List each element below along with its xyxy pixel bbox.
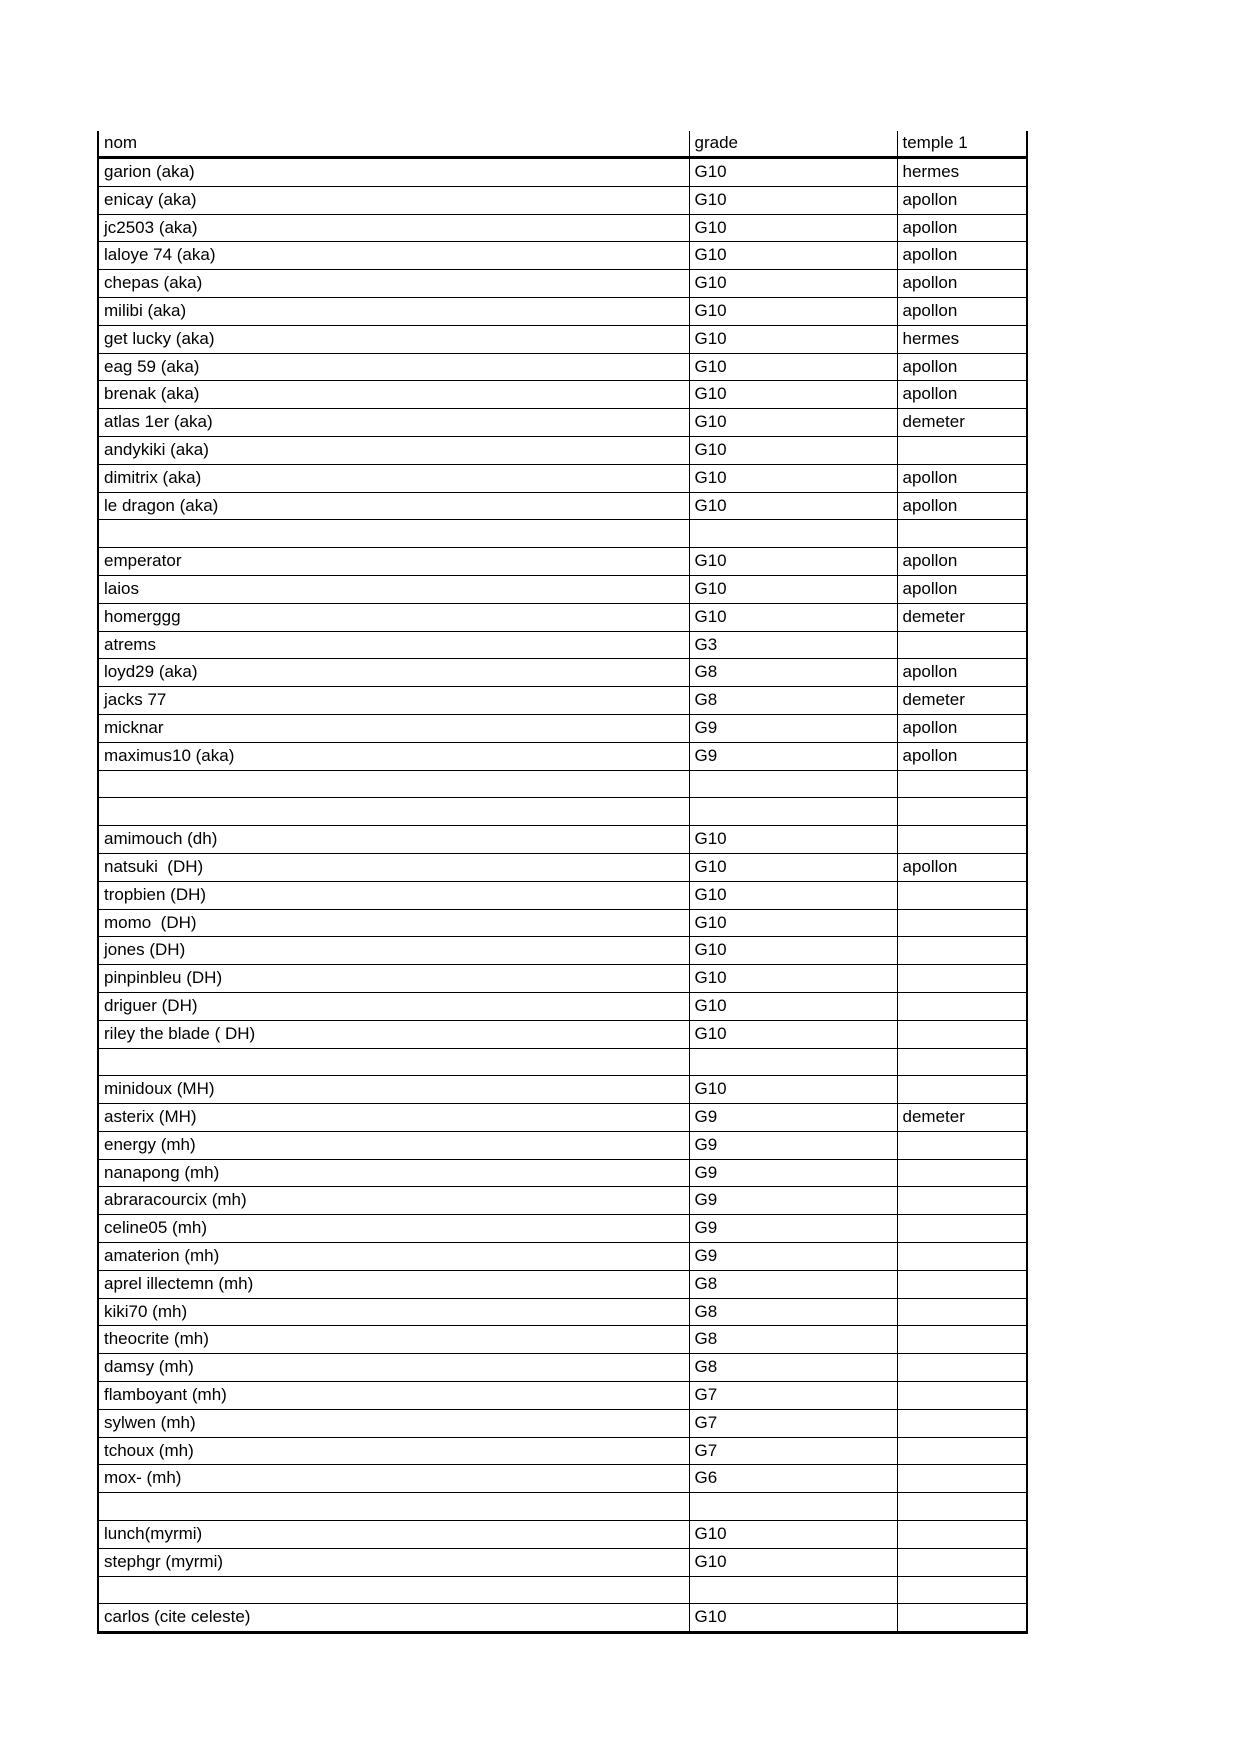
cell-temple (897, 1354, 1027, 1382)
cell-nom: homerggg (98, 603, 689, 631)
cell-temple (897, 1076, 1027, 1104)
table-row (98, 214, 1027, 242)
cell-temple: demeter (897, 687, 1027, 715)
cell-grade: G10 (689, 853, 897, 881)
cell-temple (897, 1493, 1027, 1521)
cell-nom: momo (DH) (98, 909, 689, 937)
table-row (98, 1104, 1027, 1132)
cell-nom: eag 59 (aka) (98, 353, 689, 381)
cell-temple (897, 1326, 1027, 1354)
cell-temple: demeter (897, 603, 1027, 631)
table-row (98, 1409, 1027, 1437)
table-row (98, 158, 1027, 187)
column-header-temple: temple 1 (897, 131, 1027, 158)
cell-grade: G10 (689, 1548, 897, 1576)
cell-temple (897, 937, 1027, 965)
cell-temple (897, 1576, 1027, 1604)
cell-temple (897, 1409, 1027, 1437)
cell-temple: hermes (897, 158, 1027, 187)
cell-temple: apollon (897, 270, 1027, 298)
cell-nom (98, 1576, 689, 1604)
cell-nom: energy (mh) (98, 1131, 689, 1159)
cell-temple: apollon (897, 575, 1027, 603)
table-row (98, 1076, 1027, 1104)
cell-grade: G10 (689, 325, 897, 353)
table-row (98, 909, 1027, 937)
cell-nom: get lucky (aka) (98, 325, 689, 353)
cell-grade: G10 (689, 548, 897, 576)
cell-nom: le dragon (aka) (98, 492, 689, 520)
cell-grade: G10 (689, 186, 897, 214)
cell-temple: apollon (897, 353, 1027, 381)
cell-nom: lunch(myrmi) (98, 1521, 689, 1549)
cell-nom (98, 1493, 689, 1521)
cell-temple (897, 1437, 1027, 1465)
cell-nom: jacks 77 (98, 687, 689, 715)
table-row (98, 937, 1027, 965)
cell-nom: pinpinbleu (DH) (98, 965, 689, 993)
cell-grade: G9 (689, 714, 897, 742)
table-row (98, 1243, 1027, 1271)
cell-temple (897, 1131, 1027, 1159)
cell-nom: emperator (98, 548, 689, 576)
cell-temple (897, 770, 1027, 798)
cell-grade: G10 (689, 492, 897, 520)
table-row (98, 826, 1027, 854)
cell-grade: G8 (689, 687, 897, 715)
cell-temple (897, 1521, 1027, 1549)
cell-nom (98, 770, 689, 798)
table-row (98, 1215, 1027, 1243)
cell-nom: carlos (cite celeste) (98, 1604, 689, 1633)
table-row (98, 1020, 1027, 1048)
cell-temple (897, 1604, 1027, 1633)
cell-nom: laloye 74 (aka) (98, 242, 689, 270)
cell-grade: G9 (689, 1159, 897, 1187)
table-row (98, 1270, 1027, 1298)
cell-grade: G7 (689, 1437, 897, 1465)
cell-temple (897, 1020, 1027, 1048)
table-row (98, 353, 1027, 381)
roster-table (97, 131, 1028, 1634)
table-row (98, 1354, 1027, 1382)
cell-grade: G9 (689, 1215, 897, 1243)
cell-grade: G8 (689, 1298, 897, 1326)
cell-grade: G3 (689, 631, 897, 659)
cell-nom: amaterion (mh) (98, 1243, 689, 1271)
cell-grade: G10 (689, 242, 897, 270)
table-row (98, 492, 1027, 520)
table-row (98, 242, 1027, 270)
cell-nom: atlas 1er (aka) (98, 409, 689, 437)
cell-nom: jones (DH) (98, 937, 689, 965)
cell-grade: G10 (689, 1076, 897, 1104)
cell-grade: G9 (689, 742, 897, 770)
cell-grade (689, 798, 897, 826)
table-row (98, 1604, 1027, 1633)
cell-grade: G9 (689, 1187, 897, 1215)
cell-nom: chepas (aka) (98, 270, 689, 298)
cell-grade: G10 (689, 937, 897, 965)
cell-nom: tchoux (mh) (98, 1437, 689, 1465)
cell-temple: apollon (897, 186, 1027, 214)
table-row (98, 965, 1027, 993)
cell-nom: abraracourcix (mh) (98, 1187, 689, 1215)
cell-nom: riley the blade ( DH) (98, 1020, 689, 1048)
cell-grade: G10 (689, 826, 897, 854)
cell-nom: laios (98, 575, 689, 603)
table-row (98, 1131, 1027, 1159)
cell-grade: G8 (689, 1354, 897, 1382)
cell-nom: sylwen (mh) (98, 1409, 689, 1437)
table-row (98, 1493, 1027, 1521)
table-row (98, 325, 1027, 353)
cell-temple (897, 1159, 1027, 1187)
cell-nom: garion (aka) (98, 158, 689, 187)
cell-grade: G10 (689, 1604, 897, 1633)
cell-temple: apollon (897, 464, 1027, 492)
cell-grade: G10 (689, 409, 897, 437)
table-row (98, 381, 1027, 409)
cell-grade: G7 (689, 1409, 897, 1437)
cell-temple (897, 631, 1027, 659)
cell-nom (98, 520, 689, 548)
cell-temple: apollon (897, 659, 1027, 687)
cell-temple: apollon (897, 381, 1027, 409)
cell-grade: G8 (689, 1270, 897, 1298)
cell-grade (689, 1576, 897, 1604)
cell-grade: G10 (689, 464, 897, 492)
cell-nom: asterix (MH) (98, 1104, 689, 1132)
cell-nom: mox- (mh) (98, 1465, 689, 1493)
cell-grade: G9 (689, 1131, 897, 1159)
cell-grade: G8 (689, 659, 897, 687)
cell-grade: G10 (689, 270, 897, 298)
cell-nom: andykiki (aka) (98, 436, 689, 464)
cell-nom: atrems (98, 631, 689, 659)
cell-temple: apollon (897, 297, 1027, 325)
column-header-nom: nom (98, 131, 689, 158)
cell-temple (897, 798, 1027, 826)
cell-temple (897, 1298, 1027, 1326)
cell-temple (897, 1382, 1027, 1410)
table-row (98, 992, 1027, 1020)
table-row (98, 409, 1027, 437)
cell-nom: theocrite (mh) (98, 1326, 689, 1354)
cell-grade: G9 (689, 1104, 897, 1132)
cell-grade: G10 (689, 381, 897, 409)
cell-temple: apollon (897, 492, 1027, 520)
cell-temple: apollon (897, 242, 1027, 270)
cell-nom: brenak (aka) (98, 381, 689, 409)
cell-nom: minidoux (MH) (98, 1076, 689, 1104)
cell-temple: apollon (897, 714, 1027, 742)
cell-grade: G10 (689, 909, 897, 937)
table-row (98, 1326, 1027, 1354)
cell-grade: G9 (689, 1243, 897, 1271)
cell-nom: maximus10 (aka) (98, 742, 689, 770)
cell-nom: amimouch (dh) (98, 826, 689, 854)
cell-grade: G10 (689, 1020, 897, 1048)
column-header-grade: grade (689, 131, 897, 158)
cell-temple (897, 909, 1027, 937)
cell-temple: apollon (897, 853, 1027, 881)
table-row (98, 1465, 1027, 1493)
table-row (98, 687, 1027, 715)
cell-temple: demeter (897, 1104, 1027, 1132)
cell-nom: damsy (mh) (98, 1354, 689, 1382)
table-row (98, 1521, 1027, 1549)
table-row (98, 770, 1027, 798)
cell-nom: jc2503 (aka) (98, 214, 689, 242)
cell-grade: G10 (689, 965, 897, 993)
table-row (98, 270, 1027, 298)
cell-grade (689, 1048, 897, 1076)
cell-nom: driguer (DH) (98, 992, 689, 1020)
cell-grade: G10 (689, 603, 897, 631)
cell-nom: natsuki (DH) (98, 853, 689, 881)
header-row (98, 131, 1027, 158)
cell-nom (98, 798, 689, 826)
cell-grade: G10 (689, 575, 897, 603)
table-row (98, 659, 1027, 687)
cell-grade: G10 (689, 214, 897, 242)
cell-nom: stephgr (myrmi) (98, 1548, 689, 1576)
table-row (98, 1048, 1027, 1076)
cell-nom: milibi (aka) (98, 297, 689, 325)
cell-grade: G10 (689, 436, 897, 464)
table-row (98, 436, 1027, 464)
table-row (98, 1548, 1027, 1576)
table-row (98, 186, 1027, 214)
cell-temple (897, 965, 1027, 993)
cell-nom: aprel illectemn (mh) (98, 1270, 689, 1298)
cell-nom: flamboyant (mh) (98, 1382, 689, 1410)
cell-grade: G10 (689, 158, 897, 187)
table-row (98, 1576, 1027, 1604)
table-row (98, 853, 1027, 881)
cell-temple (897, 826, 1027, 854)
cell-temple (897, 1465, 1027, 1493)
cell-grade: G10 (689, 881, 897, 909)
cell-temple (897, 1548, 1027, 1576)
table-row (98, 798, 1027, 826)
table-row (98, 1187, 1027, 1215)
cell-grade: G10 (689, 297, 897, 325)
cell-nom (98, 1048, 689, 1076)
table-row (98, 575, 1027, 603)
cell-grade: G8 (689, 1326, 897, 1354)
table-row (98, 714, 1027, 742)
table-row (98, 1298, 1027, 1326)
cell-nom: celine05 (mh) (98, 1215, 689, 1243)
table-row (98, 1382, 1027, 1410)
table-row (98, 297, 1027, 325)
table-row (98, 1159, 1027, 1187)
table-row (98, 881, 1027, 909)
cell-temple (897, 1270, 1027, 1298)
cell-grade: G7 (689, 1382, 897, 1410)
cell-nom: kiki70 (mh) (98, 1298, 689, 1326)
cell-temple (897, 1243, 1027, 1271)
table-row (98, 742, 1027, 770)
cell-nom: dimitrix (aka) (98, 464, 689, 492)
cell-temple (897, 1048, 1027, 1076)
cell-temple (897, 520, 1027, 548)
cell-temple: hermes (897, 325, 1027, 353)
cell-grade (689, 520, 897, 548)
table-row (98, 631, 1027, 659)
cell-temple: apollon (897, 214, 1027, 242)
cell-temple: apollon (897, 742, 1027, 770)
cell-grade (689, 770, 897, 798)
cell-nom: tropbien (DH) (98, 881, 689, 909)
cell-nom: micknar (98, 714, 689, 742)
cell-temple: demeter (897, 409, 1027, 437)
cell-temple (897, 992, 1027, 1020)
cell-grade: G6 (689, 1465, 897, 1493)
table-row (98, 603, 1027, 631)
cell-temple (897, 1215, 1027, 1243)
table-row (98, 520, 1027, 548)
table-row (98, 1437, 1027, 1465)
cell-temple (897, 881, 1027, 909)
cell-grade (689, 1493, 897, 1521)
table-row (98, 464, 1027, 492)
cell-temple (897, 1187, 1027, 1215)
cell-grade: G10 (689, 353, 897, 381)
cell-temple (897, 436, 1027, 464)
table-row (98, 548, 1027, 576)
cell-temple: apollon (897, 548, 1027, 576)
cell-grade: G10 (689, 1521, 897, 1549)
cell-grade: G10 (689, 992, 897, 1020)
cell-nom: nanapong (mh) (98, 1159, 689, 1187)
cell-nom: loyd29 (aka) (98, 659, 689, 687)
cell-nom: enicay (aka) (98, 186, 689, 214)
